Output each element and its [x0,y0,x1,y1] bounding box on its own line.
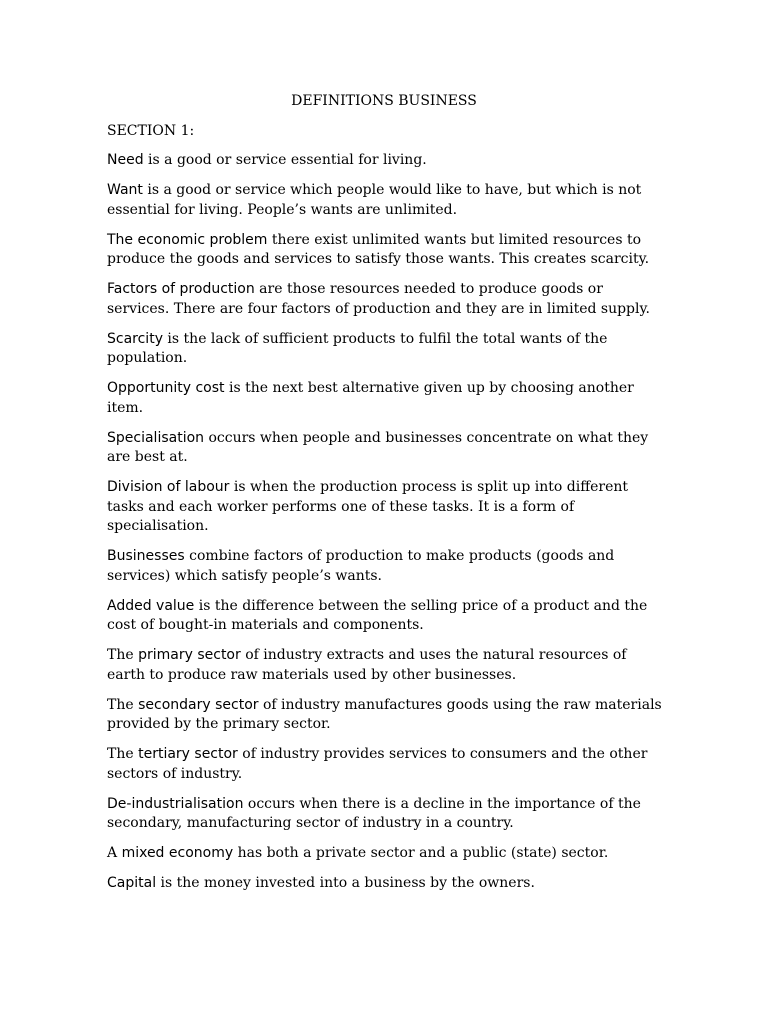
definition-prefix: The [107,696,139,713]
definition-term: Division of labour [107,479,230,495]
definition-term: Added value [107,597,195,614]
definition-text: occurs when people and businesses concentrate on what they are best at. [107,429,649,465]
definition-prefix: A [107,845,122,861]
definition-text: is the next best alternative given up by choosing another item. [107,380,634,416]
definition-mixed-economy [107,844,667,864]
definition-term: Opportunity cost [107,380,225,396]
definition-want [107,181,667,220]
definition-text: is the difference between the selling price of a product and the cost of bought-in materials and components. [107,597,648,633]
section-heading: SECTION 1: [107,123,195,139]
definition-text: of industry manufactures goods using the raw materials provided by the primary sector. [107,696,662,732]
definition-capital [107,874,667,894]
definition-text: is a good or service essential for living. [143,152,427,168]
definition-term: The economic problem [107,231,268,248]
definition-prefix: The [107,647,139,663]
definition-term: Capital [107,875,157,891]
definition-text: occurs when there is a decline in the importance of the secondary, manufacturing sector of industry in a country. [107,795,641,831]
definition-text: are those resources needed to produce goods or services. There are four factors of production and they are in limited supply. [107,281,650,317]
definition-text: is the money invested into a business by the owners. [156,875,535,891]
definition-text: has both a private sector and a public (state) sector. [233,845,609,861]
definition-term: primary sector [138,647,241,663]
definition-specialisation [107,429,667,468]
definition-scarcity [107,330,667,369]
definition-businesses [107,547,667,586]
document-title: DEFINITIONS BUSINESS [291,93,477,109]
definition-term: Factors of production [107,281,255,297]
definition-term: De-industrialisation [107,795,244,812]
definition-term: secondary sector [138,696,259,713]
definition-economic-problem [107,231,667,270]
definition-text: is when the production process is split up into different tasks and each worker performs one of these tasks. It is a form of specialisation. [107,479,629,534]
definition-text: combine factors of production to make products (goods and services) which satisfy people’s wants. [107,548,615,584]
definition-de-industrialisation [107,795,667,834]
definition-tertiary-sector [107,745,667,784]
definition-prefix: The [107,746,139,762]
definition-term: Businesses [107,548,185,564]
definition-text: of industry provides services to consumers and the other sectors of industry. [107,746,648,782]
definition-term: tertiary sector [138,746,238,762]
definition-text: is the lack of sufficient products to fulfil the total wants of the population. [107,330,608,366]
definition-secondary-sector [107,696,667,735]
definition-added-value [107,597,667,636]
definition-text: is a good or service which people would like to have, but which is not essential for living. People’s wants are unlimited. [107,182,642,218]
definition-primary-sector [107,646,667,685]
definition-need [107,151,667,171]
definition-term: Scarcity [107,330,163,347]
definition-term: Want [107,182,143,198]
definition-division-of-labour [107,478,667,537]
definition-factors-of-production [107,280,667,319]
definitions-list [107,151,667,904]
definition-term: Specialisation [107,429,205,446]
definition-opportunity-cost [107,379,667,418]
definition-text: there exist unlimited wants but limited resources to produce the goods and services to satisfy those wants. This creates scarcity. [107,231,650,267]
definition-text: of industry extracts and uses the natural resources of earth to produce raw materials used by other businesses. [107,647,627,683]
definition-term: mixed economy [121,845,234,861]
definition-term: Need [107,152,144,168]
